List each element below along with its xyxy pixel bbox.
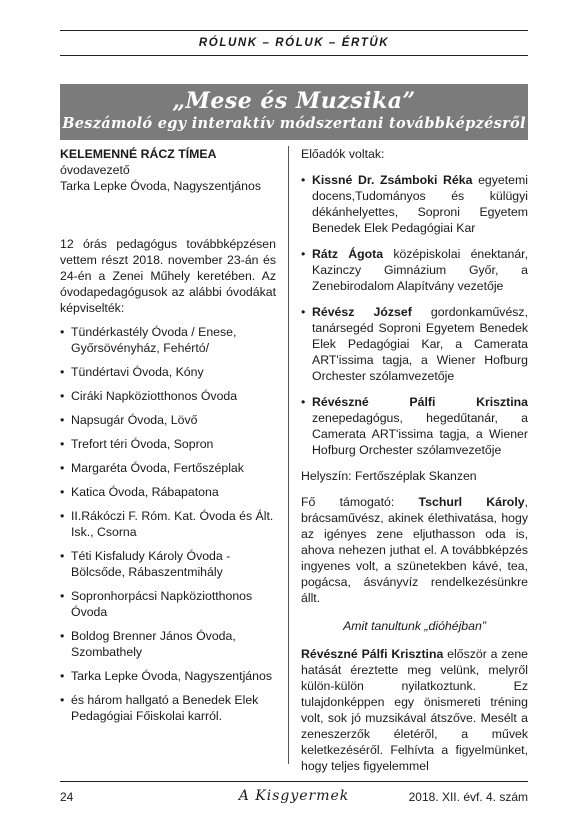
list-item: • és három hallgató a Benedek Elek Pedagógiai Főiskolai karról. <box>60 692 276 724</box>
list-item: • Boldog Brenner János Óvoda, Szombathely <box>60 628 276 660</box>
list-item: • Tarka Lepke Óvoda, Nagyszentjános <box>60 668 276 684</box>
presenter-item <box>301 394 528 458</box>
issue-info: 2018. XII. évf. 4. szám <box>408 790 528 804</box>
presenter-name: Rátz Ágota <box>312 247 384 261</box>
presenter-name: Kissné Dr. Zsámboki Réka <box>312 173 473 187</box>
header-top-rule <box>60 30 528 31</box>
presenter-item <box>301 172 528 236</box>
magazine-name: A Kisgyermek <box>238 788 350 804</box>
section-subheading: Amit tanultunk „dióhéjban” <box>343 619 486 633</box>
section-header: RÓLUNK – RÓLUK – ÉRTÜK <box>198 37 390 49</box>
list-item: • Sopronhorpácsi Napköziotthonos Óvoda <box>60 588 276 620</box>
author-institution: Tarka Lepke Óvoda, Nagyszentjános <box>60 179 261 193</box>
presenter-desc: gordonkaművész, tanársegéd Soproni Egyetem Benedek Elek Pedagógiai Kar, a Camerata ART'issima tagja, a Wiener Hofburg Orchester szólamvezetője <box>312 305 528 383</box>
presenter-desc: zenepedagógus, hegedűtanár, a Camerata ART'issima tagja, a Wiener Hofburg Orchester szólamvezetője <box>312 411 528 457</box>
intro-paragraph: 12 órás pedagógus továbbképzésen vettem részt 2018. november 23-án és 24-én a Zenei Műhely keretében. Az óvodapedagógusok az alábbi óvodákat képviselték: <box>60 237 276 315</box>
title-banner <box>60 84 528 140</box>
sponsor-prefix: Fő támogató: <box>301 495 419 509</box>
left-column <box>60 146 276 724</box>
column-divider <box>288 146 289 764</box>
list-item: • Katica Óvoda, Rábapatona <box>60 484 276 500</box>
presenter-item <box>301 304 528 384</box>
presenter-desc: középiskolai énektanár, Kazinczy Gimnázium Győr, a Zenebirodalom Alapítvány vezetője <box>312 247 528 293</box>
closing-paragraph <box>301 646 528 774</box>
list-item: • Trefort téri Óvoda, Sopron <box>60 436 276 452</box>
list-item: • II.Rákóczi F. Róm. Kat. Óvoda és Ált. Isk., Csorna <box>60 508 276 540</box>
author-role: óvodavezető <box>60 163 130 177</box>
footer-rule <box>60 781 528 782</box>
sponsor-name: Tschurl Károly <box>418 495 525 509</box>
presenter-name: Révészné Pálfi Krisztina <box>312 395 528 409</box>
author-name: KELEMENNÉ RÁCZ TÍMEA <box>60 147 217 161</box>
article-subtitle: Beszámoló egy interaktív módszertani továbbképzésről <box>62 115 526 132</box>
list-item: • Ciráki Napköziotthonos Óvoda <box>60 388 276 404</box>
venue-text: Helyszín: Fertőszéplak Skanzen <box>301 469 477 483</box>
list-item: • Margaréta Óvoda, Fertőszéplak <box>60 460 276 476</box>
page-number: 24 <box>60 790 74 804</box>
header-bottom-rule <box>60 55 528 56</box>
article-title: „Mese és Muzsika” <box>172 88 416 114</box>
sponsor-text: , brácsaművész, akinek élethivatása, hogy az igényes zene eljuthasson oda is, ahova nehezen juthat el. A továbbképzés ingyenes volt, a szünetekben kávé, tea, pogácsa, ásványvíz rendelkezésünkre állt. <box>301 495 528 605</box>
presenter-item <box>301 246 528 294</box>
presenter-name: Révész József <box>312 305 412 319</box>
kindergarten-list <box>60 324 276 724</box>
closing-name: Révészné Pálfi Krisztina <box>301 647 444 661</box>
list-item: • Napsugár Óvoda, Lövő <box>60 412 276 428</box>
list-item: • Téti Kisfaludy Károly Óvoda - Bölcsőde, Rábaszentmihály <box>60 548 276 580</box>
list-item: • Tündérkastély Óvoda / Enese, Győrsövényház, Fehértó/ <box>60 324 276 356</box>
right-column <box>301 146 528 774</box>
presenters-heading: Előadók voltak: <box>301 147 385 161</box>
presenter-list <box>301 172 528 458</box>
sponsor-paragraph <box>301 494 528 606</box>
list-item: • Tündértavi Óvoda, Kóny <box>60 364 276 380</box>
page-footer <box>60 790 528 808</box>
closing-text: először a zene hatását éreztette meg velünk, melyről külön-külön nyilatkoztunk. Ez tulajdonképpen egy önismereti tréning volt, sok jó muzsikával átszőve. Mesélt a zeneszerzők életéről, a művek keletkezéséről. Felhívta a figyelmünket, hogy teljes figyelemmel <box>301 647 528 773</box>
presenter-desc: egyetemi docens,Tudományos és külügyi dékánhelyettes, Soproni Egyetem Benedek Elek Pedagógiai Kar <box>312 173 528 235</box>
